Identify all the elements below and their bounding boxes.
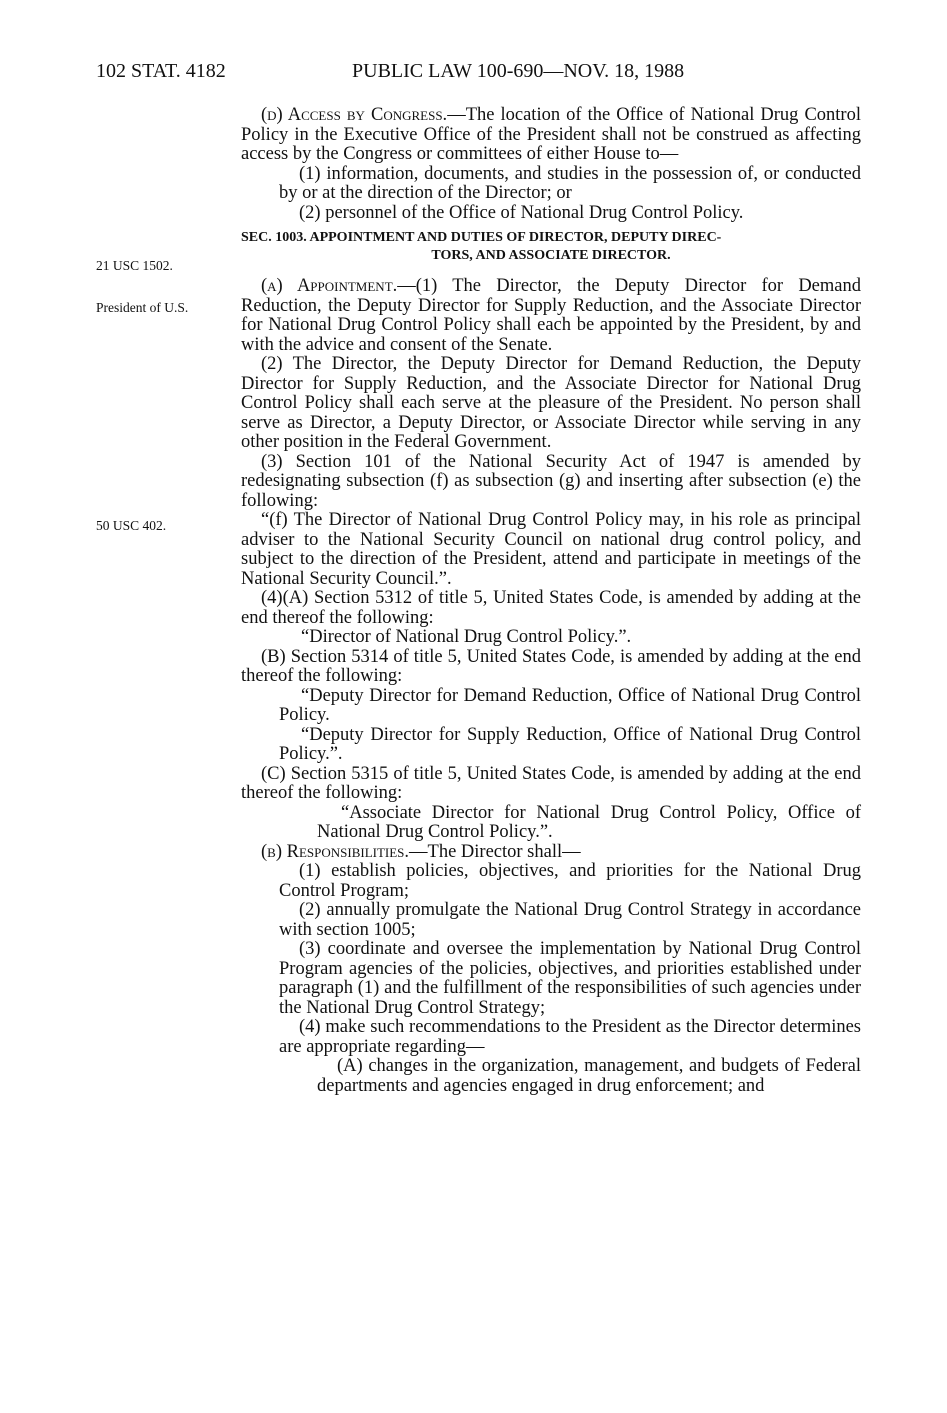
margin-note-21-usc: 21 USC 1502. [96,258,173,273]
paragraph-a4b: (B) Section 5314 of title 5, United States Code, is amended by adding at the end thereof the following: [241,646,861,686]
paragraph-b1: (1) establish policies, objectives, and priorities for the National Drug Control Program; [279,861,861,901]
margin-note-50-usc: 50 USC 402. [96,518,167,533]
public-law-citation: PUBLIC LAW 100-690—NOV. 18, 1988 [352,60,685,82]
subsection-a-heading: (a) Appointment. [261,276,398,296]
paragraph-d1: (1) information, documents, and studies in the possession of, or conducted by or at the direction of the Director; or [279,163,861,203]
section-heading [241,229,861,265]
paragraph-a4a-quote: “Director of National Drug Control Policy.”. [301,627,632,647]
paragraph-a4b-quote-1: “Deputy Director for Demand Reduction, Office of National Drug Control Policy. [279,685,861,725]
page-header [0,60,947,88]
subsection-a1 [241,277,861,355]
statute-body [241,106,861,1096]
paragraph-a3: (3) Section 101 of the National Security Act of 1947 is amended by redesignating subsection (f) as subsection (g) and inserting after subsection (e) the following: [241,451,861,511]
subsection-b-heading: (b) Responsibilities. [261,841,410,862]
paragraph-a4c-quote: “Associate Director for National Drug Control Policy, Office of National Drug Control Policy.”. [317,802,861,842]
section-title-line-2: TORS, AND ASSOCIATE DIRECTOR. [431,248,671,263]
subsection-d [241,106,861,165]
subsection-b-text: —The Director shall— [409,841,581,862]
paragraph-b4: (4) make such recommendations to the President as the Director determines are appropriate regarding— [279,1017,861,1057]
subsection-d-heading: (d) Access by Congress. [261,105,448,125]
paragraph-b2: (2) annually promulgate the National Drug Control Strategy in accordance with section 1005; [279,900,861,940]
section-title-line-1: SEC. 1003. APPOINTMENT AND DUTIES OF DIRECTOR, DEPUTY DIREC- [241,230,722,245]
subsection-d-text: —The location of the Office of National Drug Control Policy in the Executive Office of the President shall not be construed as affecting access by the Congress or committees of either House to— [241,105,861,164]
paragraph-a4c: (C) Section 5315 of title 5, United States Code, is amended by adding at the end thereof the following: [241,763,861,803]
subsection-b [241,843,861,863]
paragraph-d2: (2) personnel of the Office of National Drug Control Policy. [299,202,744,223]
stat-page-number: 102 STAT. 4182 [96,60,226,82]
subsection-a1-text: —(1) The Director, the Deputy Director for Demand Reduction, the Deputy Director for Supply Reduction, and the Associate Director for National Drug Control Policy shall each be appointed by the President, by and with the advice and consent of the Senate. [241,276,861,355]
paragraph-a2: (2) The Director, the Deputy Director for Demand Reduction, the Deputy Director for Supply Reduction, and the Associate Director for National Drug Control Policy shall each serve at the pleasure of the President. No person shall serve as Director, a Deputy Director, or Associate Director while serving in any other position in the Federal Government. [241,354,861,452]
paragraph-b4a: (A) changes in the organization, management, and budgets of Federal departments and agencies engaged in drug enforcement; and [317,1056,861,1096]
margin-note-president: President of U.S. [96,300,189,315]
paragraph-b3: (3) coordinate and oversee the implementation by National Drug Control Program agencies of the policies, objectives, and priorities established under paragraph (1) and the fulfillment of the responsibilities of such agencies under the National Drug Control Strategy; [279,939,861,1018]
paragraph-a4a: (4)(A) Section 5312 of title 5, United States Code, is amended by adding at the end thereof the following: [241,588,861,628]
paragraph-a4b-quote-2: “Deputy Director for Supply Reduction, Office of National Drug Control Policy.”. [279,724,861,764]
paragraph-a3-quote: “(f) The Director of National Drug Control Policy may, in his role as principal adviser to the National Security Council on national drug control policy, and subject to the direction of the President, attend and participate in meetings of the National Security Council.”. [241,510,861,589]
